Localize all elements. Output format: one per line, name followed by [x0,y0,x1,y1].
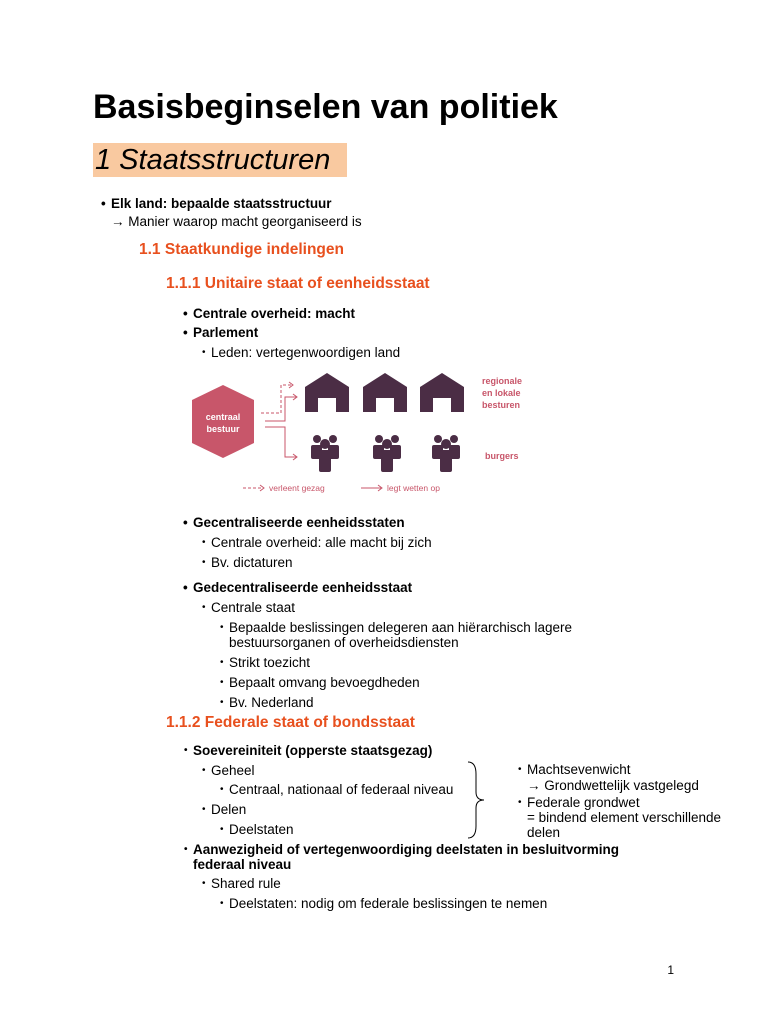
label-regional-3: besturen [482,400,521,410]
solid-connector-bottom [265,427,297,457]
sub-bullet-centrale-overheid: • Centrale overheid: alle macht bij zich [211,535,432,550]
page-number: 1 [667,963,674,977]
legend-solid: legt wetten op [387,483,440,493]
sub-bullet-centrale-staat: • Centrale staat [211,600,295,615]
people-group-icon [432,435,460,472]
sub-bullet-dictaturen: • Bv. dictaturen [211,555,293,570]
sub-sub-bullet-nederland: • Bv. Nederland [229,695,314,710]
sub-bullet-delen: • Delen [211,802,246,817]
legend-dashed: verleent gezag [269,483,325,493]
sub-sub-bullet-deelstaten-nodig: • Deelstaten: nodig om federale beslissingen te nemen [229,896,547,911]
sub-bullet-leden: • Leden: vertegenwoordigen land [211,345,400,360]
people-group-icon [373,435,401,472]
sub-sub-bullet-delegeren: • Bepaalde beslissingen delegeren aan hiërarchisch lagere [229,620,572,635]
section-heading-1-1-2: 1.1.2 Federale staat of bondsstaat [166,714,415,731]
diagram-center-line-2: bestuur [206,424,240,434]
chapter-heading: 1 Staatsstructuren [93,143,347,177]
house-icon [305,373,349,412]
note-federale-grondwet: • Federale grondwet [527,795,640,810]
bullet-gecentraliseerd: • Gecentraliseerde eenheidsstaten [193,515,405,530]
sub-sub-bullet-centraal: • Centraal, nationaal of federaal niveau [229,782,453,797]
intro-bullet: • Elk land: bepaalde staatsstructuur [111,196,332,211]
house-icon [420,373,464,412]
people-group-icon [311,435,339,472]
bullet-centrale-overheid: • Centrale overheid: macht [193,306,355,321]
page-title: Basisbeginselen van politiek [93,88,558,126]
section-heading-1-1: 1.1 Staatkundige indelingen [139,241,344,258]
curly-brace [462,760,490,840]
intro-arrow-line: → Manier waarop macht georganiseerd is [111,214,362,229]
aanwezigheid-continuation: federaal niveau [193,857,292,872]
house-icon [363,373,407,412]
dashed-connector [261,385,293,413]
section-heading-1-1-1: 1.1.1 Unitaire staat of eenheidsstaat [166,275,430,292]
note-bindend-element: = bindend element verschillende [527,810,722,825]
bullet-soevereiniteit: • Soevereiniteit (opperste staatsgezag) [193,743,432,758]
sub-sub-bullet-toezicht: • Strikt toezicht [229,655,310,670]
label-regional-2: en lokale [482,388,521,398]
bullet-gedecentraliseerd: • Gedecentraliseerde eenheidsstaat [193,580,412,595]
diagram-center-line-1: centraal [205,412,241,422]
label-burgers: burgers [485,451,519,461]
sub-bullet-shared-rule: • Shared rule [211,876,281,891]
sub-sub-bullet-deelstaten: • Deelstaten [229,822,294,837]
sub-sub-bullet-omvang: • Bepaalt omvang bevoegdheden [229,675,420,690]
label-regional-1: regionale [482,376,523,386]
note-machtsevenwicht: • Machtsevenwicht [527,762,631,777]
note-delen: delen [527,825,561,840]
note-grondwettelijk: → Grondwettelijk vastgelegd [527,778,699,793]
bullet-parlement: • Parlement [193,325,258,340]
bullet-aanwezigheid: • Aanwezigheid of vertegenwoordiging deelstaten in besluitvorming [193,842,619,857]
delegeren-continuation: bestuursorganen of overheidsdiensten [229,635,459,650]
sub-bullet-geheel: • Geheel [211,763,255,778]
unitary-state-diagram [185,365,535,500]
